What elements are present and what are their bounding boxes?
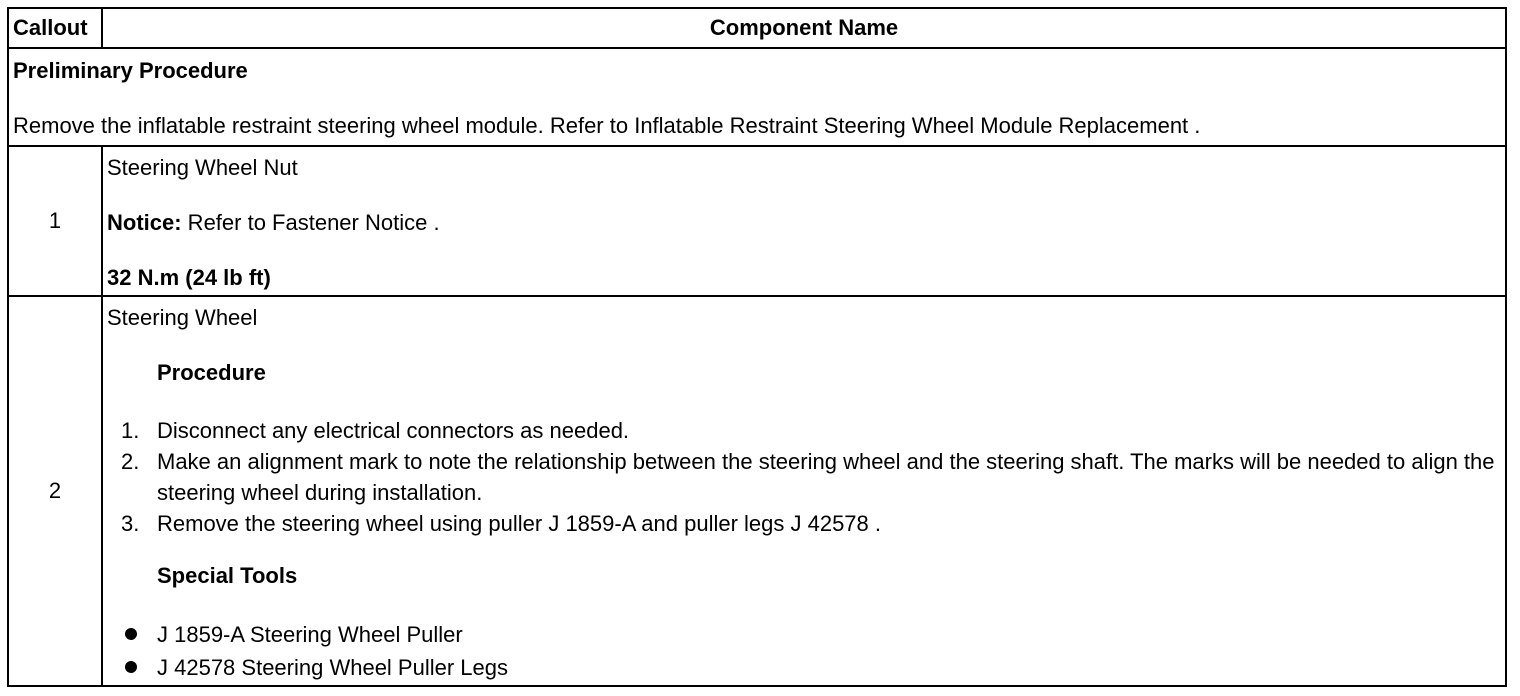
preliminary-title: Preliminary Procedure (13, 58, 248, 83)
component-name: Steering Wheel (107, 305, 258, 330)
tool-item (107, 618, 1505, 651)
procedure-step (107, 446, 1505, 508)
preliminary-text: Remove the inflatable restraint steering wheel module. Refer to Inflatable Restraint Steering Wheel Module Replacement . (13, 113, 1201, 138)
bullet-icon (125, 628, 137, 640)
component-cell (102, 146, 1506, 296)
special-tools-list (107, 618, 1505, 684)
callout-number: 2 (8, 296, 102, 686)
table-row (8, 146, 1506, 296)
step-text: Remove the steering wheel using puller J 1859-A and puller legs J 42578 . (157, 511, 882, 536)
preliminary-cell (8, 48, 1506, 146)
procedure-step (107, 508, 1505, 539)
tool-text: J 1859-A Steering Wheel Puller (157, 622, 463, 647)
procedure-steps (107, 415, 1505, 539)
step-number: 1. (121, 418, 140, 443)
table-row (8, 296, 1506, 686)
component-table (7, 7, 1507, 687)
component-name-header: Component Name (102, 8, 1506, 48)
step-number: 2. (121, 449, 140, 474)
header-row (8, 8, 1506, 48)
torque-spec: 32 N.m (24 lb ft) (107, 265, 271, 290)
tool-text: J 42578 Steering Wheel Puller Legs (157, 655, 508, 680)
callout-number: 1 (8, 146, 102, 296)
component-cell (102, 296, 1506, 686)
callout-header: Callout (8, 8, 102, 48)
notice-line (107, 210, 1505, 236)
procedure-heading: Procedure (157, 360, 266, 385)
component-name: Steering Wheel Nut (107, 155, 298, 180)
tool-item (107, 651, 1505, 684)
step-text: Disconnect any electrical connectors as needed. (157, 418, 630, 443)
step-number: 3. (121, 511, 140, 536)
step-text: Make an alignment mark to note the relationship between the steering wheel and the steering shaft. The marks will be needed to align the steering wheel during installation. (157, 449, 1495, 505)
notice-label: Notice: (107, 210, 182, 235)
procedure-step (107, 415, 1505, 446)
preliminary-row (8, 48, 1506, 146)
special-tools-heading: Special Tools (157, 563, 298, 588)
bullet-icon (125, 661, 137, 673)
notice-text: Refer to Fastener Notice . (181, 210, 440, 235)
